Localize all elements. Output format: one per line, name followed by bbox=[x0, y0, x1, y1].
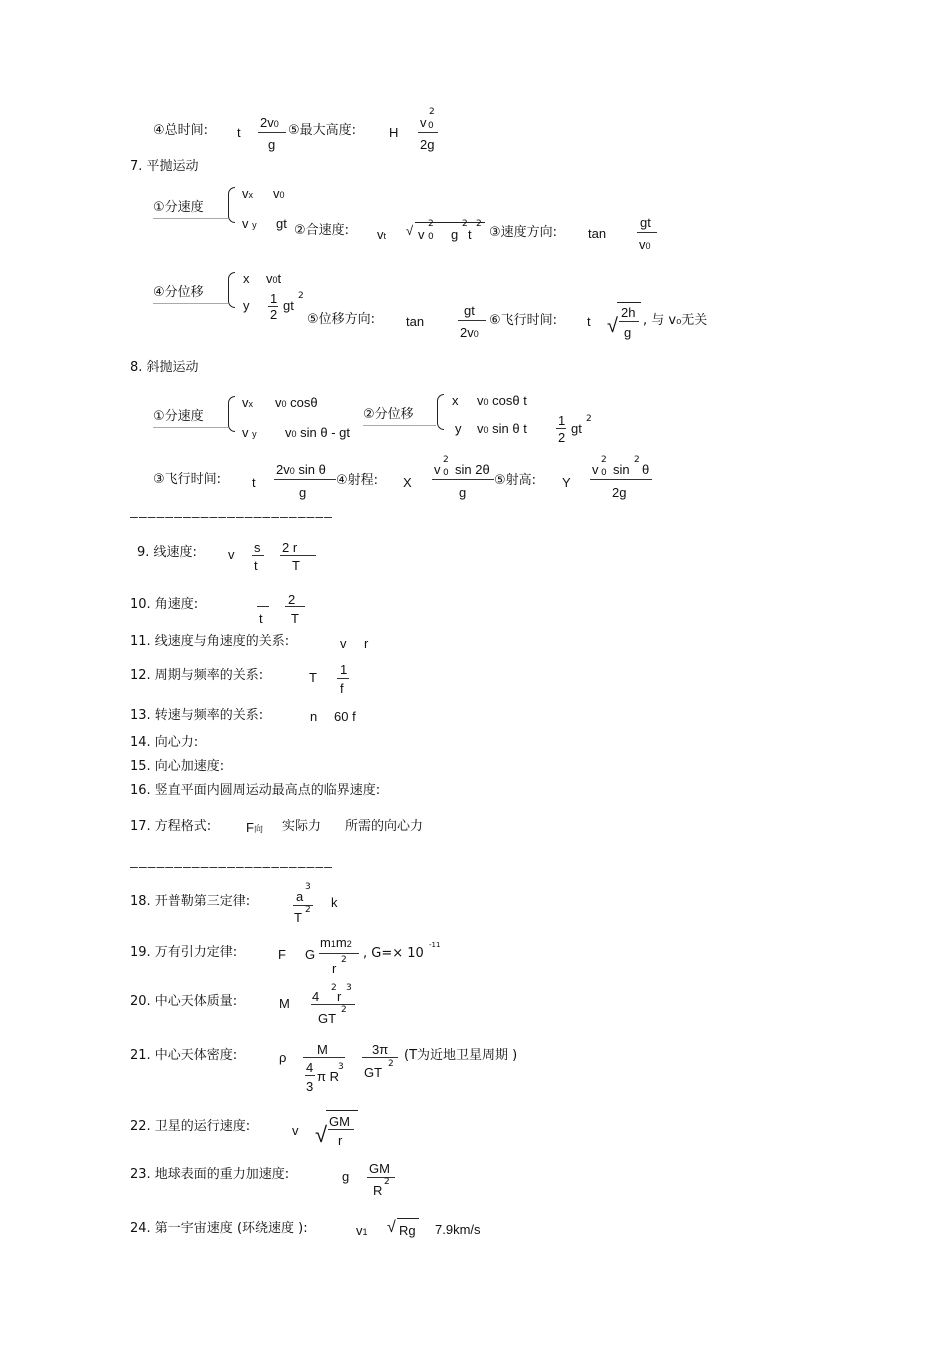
item-18-label: 18. 开普勒第三定律: bbox=[130, 894, 251, 909]
frac-bar bbox=[362, 1057, 398, 1058]
var-v1: v1 bbox=[356, 1223, 368, 1238]
velocity-direction-label: ③速度方向: bbox=[489, 225, 558, 240]
frac-num-rest: sin bbox=[613, 462, 630, 477]
item-12-label: 12. 周期与频率的关系: bbox=[130, 668, 264, 683]
var-r: r bbox=[364, 636, 369, 651]
frac-num: 1 bbox=[270, 291, 278, 306]
frac-num: gt bbox=[640, 215, 651, 230]
value: 7.9km/s bbox=[435, 1222, 481, 1237]
var-X: X bbox=[403, 475, 412, 490]
frac-num-rest: sin 2θ bbox=[455, 462, 490, 477]
frac-bar bbox=[252, 555, 264, 556]
brace bbox=[228, 272, 235, 308]
frac-num: 1 bbox=[340, 662, 348, 677]
eq-vy-rhs: gt bbox=[276, 216, 287, 231]
item-15-label: 15. 向心加速度: bbox=[130, 759, 225, 774]
eq-vy: v y bbox=[242, 425, 257, 440]
sup: 2 bbox=[428, 219, 434, 229]
item-23-label: 23. 地球表面的重力加速度: bbox=[130, 1167, 290, 1182]
eq-vy-rhs: v0 sin θ - gt bbox=[285, 425, 350, 440]
frac-num: 2v0 bbox=[260, 115, 279, 130]
frac-den: T bbox=[294, 910, 302, 925]
frac-num: 2 bbox=[288, 592, 296, 607]
sqrt-t: t bbox=[468, 227, 472, 242]
sup: 2 bbox=[341, 1005, 347, 1015]
sup: 2 bbox=[429, 107, 435, 117]
separator-dashes: ——————————————————————— bbox=[130, 860, 334, 875]
frac-bar bbox=[319, 953, 359, 954]
frac-bar bbox=[590, 479, 652, 480]
frac-num: a bbox=[296, 889, 304, 904]
var-F: F向 bbox=[246, 820, 263, 835]
frac-bar bbox=[257, 606, 269, 607]
frac-num: s bbox=[254, 540, 261, 555]
resultant-velocity-label: ②合速度: bbox=[294, 223, 350, 238]
frac-den: g bbox=[299, 485, 307, 500]
var-t: t bbox=[237, 125, 241, 140]
frac-num: GM bbox=[369, 1161, 390, 1176]
frac-den: v0 bbox=[639, 237, 651, 252]
item-10-label: 10. 角速度: bbox=[130, 597, 199, 612]
frac-bar bbox=[619, 321, 639, 322]
sqrt-g: g bbox=[451, 227, 459, 242]
frac-bar bbox=[556, 428, 566, 429]
sup: 2 bbox=[384, 1177, 390, 1187]
sqrt-sign: √ bbox=[406, 223, 414, 238]
separator-dashes: ——————————————————————— bbox=[130, 510, 334, 525]
sup: 2 bbox=[331, 983, 337, 993]
item-22-label: 22. 卫星的运行速度: bbox=[130, 1119, 251, 1134]
var-n: n bbox=[310, 709, 318, 724]
frac-den: 2v0 bbox=[460, 325, 479, 340]
eq-vx-rhs: v0 bbox=[273, 186, 285, 201]
frac-num: m1m2 bbox=[320, 935, 352, 950]
frac-den: 2 bbox=[270, 307, 278, 322]
sup: 2 bbox=[462, 219, 468, 229]
var-t: t bbox=[587, 314, 591, 329]
tail-note: , 与 v₀无关 bbox=[643, 313, 708, 328]
frac-den: T bbox=[292, 558, 300, 573]
sub: 0 bbox=[601, 468, 607, 478]
sup: 2 bbox=[586, 414, 592, 424]
frac-den: f bbox=[340, 681, 344, 696]
item-24-label: 24. 第一宇宙速度 (环绕速度 ): bbox=[130, 1221, 308, 1236]
frac-den: t bbox=[254, 558, 258, 573]
frac-bar bbox=[328, 1129, 354, 1130]
max-height-label: ⑤最大高度: bbox=[288, 123, 357, 138]
sqrt-content: Rg bbox=[399, 1223, 416, 1238]
frac-den: GT bbox=[364, 1065, 383, 1080]
frac-den-rest: π R bbox=[317, 1069, 339, 1084]
sup: 3 bbox=[338, 1062, 344, 1072]
sup: 3 bbox=[346, 983, 352, 993]
inner-frac-den: 3 bbox=[306, 1079, 314, 1094]
sub: 0 bbox=[428, 121, 434, 131]
underline bbox=[153, 303, 228, 304]
sup: 2 bbox=[476, 219, 482, 229]
item-14-label: 14. 向心力: bbox=[130, 735, 199, 750]
frac-den: t bbox=[259, 611, 263, 626]
frac-num: 2h bbox=[621, 305, 636, 320]
eq-y-rhs: v0 sin θ t bbox=[477, 421, 527, 436]
flight-time-label: ⑥飞行时间: bbox=[489, 313, 558, 328]
frac-bar bbox=[303, 1057, 345, 1058]
max-height-label: ⑤射高: bbox=[494, 473, 537, 488]
frac-num: v bbox=[592, 462, 599, 477]
frac-den: 2 bbox=[558, 430, 566, 445]
var-rho: ρ bbox=[279, 1050, 287, 1065]
sup: 2 bbox=[601, 455, 607, 465]
item-19-label: 19. 万有引力定律: bbox=[130, 945, 238, 960]
frac-num: 2v0 sin θ bbox=[276, 462, 326, 477]
var-t: t bbox=[252, 475, 256, 490]
range-label: ④射程: bbox=[336, 473, 379, 488]
eq-vx-rhs: v0 cosθ bbox=[275, 395, 318, 410]
frac-bar bbox=[258, 132, 286, 133]
brace bbox=[228, 396, 235, 432]
frac-bar bbox=[311, 1004, 355, 1005]
tail-note: (T为近地卫星周期 ) bbox=[404, 1048, 518, 1063]
frac-bar bbox=[458, 320, 486, 321]
tan: tan bbox=[406, 314, 425, 329]
item-20-label: 20. 中心天体质量: bbox=[130, 994, 238, 1009]
var-H: H bbox=[389, 125, 399, 140]
eq-vy: v y bbox=[242, 216, 257, 231]
frac-den: g bbox=[624, 325, 632, 340]
frac-bar bbox=[432, 479, 494, 480]
frac-num-r: r bbox=[337, 989, 342, 1004]
underline bbox=[153, 427, 228, 428]
sup: 2 bbox=[443, 455, 449, 465]
frac-den: GT bbox=[318, 1011, 337, 1026]
frac-num: 3π bbox=[372, 1042, 389, 1057]
frac-num: gt bbox=[464, 303, 475, 318]
sqrt-sign: √ bbox=[387, 1219, 396, 1236]
frac-num: 1 bbox=[558, 413, 566, 428]
sup: 2 bbox=[305, 905, 311, 915]
underline bbox=[153, 218, 228, 219]
var-v: v bbox=[228, 547, 235, 562]
frac-bar bbox=[274, 479, 336, 480]
eq-x: x bbox=[243, 271, 250, 286]
inner-frac-num: 4 bbox=[306, 1060, 314, 1075]
var-Y: Y bbox=[562, 475, 571, 490]
item-17-label: 17. 方程格式: bbox=[130, 819, 212, 834]
sqrt-bar bbox=[326, 1110, 358, 1111]
displacement-direction-label: ⑤位移方向: bbox=[307, 312, 376, 327]
brace bbox=[437, 394, 444, 430]
sqrt-sign: √ bbox=[315, 1122, 328, 1147]
sub: 0 bbox=[443, 468, 449, 478]
eq-x-rhs: v0 cosθ t bbox=[477, 393, 527, 408]
var-F: F bbox=[278, 947, 286, 962]
flight-time-label: ③飞行时间: bbox=[153, 472, 222, 487]
item-21-label: 21. 中心天体密度: bbox=[130, 1048, 238, 1063]
eq-x: x bbox=[452, 393, 459, 408]
var-vt: vt bbox=[377, 227, 387, 242]
frac-num: 4 bbox=[312, 989, 320, 1004]
frac-den: g bbox=[268, 137, 276, 152]
sqrt-content: v bbox=[418, 227, 425, 242]
frac-den: g bbox=[459, 485, 467, 500]
sup: 2 bbox=[298, 291, 304, 301]
actual-force: 实际力 bbox=[282, 819, 322, 834]
item-11-label: 11. 线速度与角速度的关系: bbox=[130, 634, 290, 649]
frac-den: T bbox=[291, 611, 299, 626]
sup: 2 bbox=[634, 455, 640, 465]
eq-y-gt: gt bbox=[571, 421, 582, 436]
total-time-label: ④总时间: bbox=[153, 123, 209, 138]
sqrt-sign: √ bbox=[607, 315, 618, 337]
tan: tan bbox=[588, 226, 607, 241]
required-centripetal: 所需的向心力 bbox=[345, 819, 424, 834]
var-g: g bbox=[342, 1169, 350, 1184]
gravitational-constant: , G=× 10 bbox=[363, 946, 424, 961]
var-k: k bbox=[331, 895, 338, 910]
var-T: T bbox=[309, 670, 317, 685]
component-velocity-label: ①分速度 bbox=[153, 409, 204, 424]
frac-den: 2g bbox=[612, 485, 627, 500]
frac-bar bbox=[418, 132, 438, 133]
sqrt-bar bbox=[397, 1218, 419, 1219]
eq-x-rhs: v0t bbox=[266, 271, 282, 286]
frac-num: GM bbox=[329, 1114, 350, 1129]
sup: 2 bbox=[341, 955, 347, 965]
frac-bar bbox=[337, 678, 349, 679]
sqrt-bar bbox=[415, 222, 485, 223]
var-M: M bbox=[279, 996, 290, 1011]
component-velocity-label: ①分速度 bbox=[153, 200, 204, 215]
frac-bar bbox=[367, 1177, 395, 1178]
frac-num: 2 r bbox=[282, 540, 298, 555]
frac-den: r bbox=[332, 961, 337, 976]
eq-rhs: 60 f bbox=[334, 709, 356, 724]
frac-num-theta: θ bbox=[642, 462, 650, 477]
eq-y: y bbox=[243, 298, 250, 313]
var-v: v bbox=[292, 1123, 299, 1138]
frac-den: r bbox=[338, 1133, 343, 1148]
eq-vx: vx bbox=[242, 186, 253, 201]
frac-num: v bbox=[420, 115, 427, 130]
brace bbox=[228, 187, 235, 223]
item-16-label: 16. 竖直平面内圆周运动最高点的临界速度: bbox=[130, 783, 381, 798]
sup: -11 bbox=[429, 941, 441, 949]
frac-bar bbox=[285, 606, 305, 607]
frac-bar bbox=[637, 232, 657, 233]
eq-y: y bbox=[455, 421, 462, 436]
frac-num: v bbox=[434, 462, 441, 477]
frac-bar bbox=[280, 555, 316, 556]
var-v: v bbox=[340, 636, 347, 651]
component-displacement-label: ②分位移 bbox=[363, 407, 414, 422]
sqrt-bar bbox=[617, 302, 641, 303]
eq-y-gt: gt bbox=[283, 298, 294, 313]
inner-frac-bar bbox=[305, 1075, 315, 1076]
var-G: G bbox=[305, 947, 316, 962]
sup: 2 bbox=[388, 1059, 394, 1069]
item-13-label: 13. 转速与频率的关系: bbox=[130, 708, 264, 723]
item-9-label: 9. 线速度: bbox=[137, 545, 197, 560]
frac-den: 2g bbox=[420, 137, 435, 152]
sup: 3 bbox=[305, 882, 311, 892]
sub: 0 bbox=[428, 232, 434, 242]
component-displacement-label: ④分位移 bbox=[153, 285, 204, 300]
section-title-7: 7. 平抛运动 bbox=[130, 159, 199, 174]
section-title-8: 8. 斜抛运动 bbox=[130, 360, 199, 375]
frac-den: R bbox=[373, 1183, 383, 1198]
underline bbox=[363, 425, 436, 426]
frac-num: M bbox=[317, 1042, 328, 1057]
eq-vx: vx bbox=[242, 395, 253, 410]
